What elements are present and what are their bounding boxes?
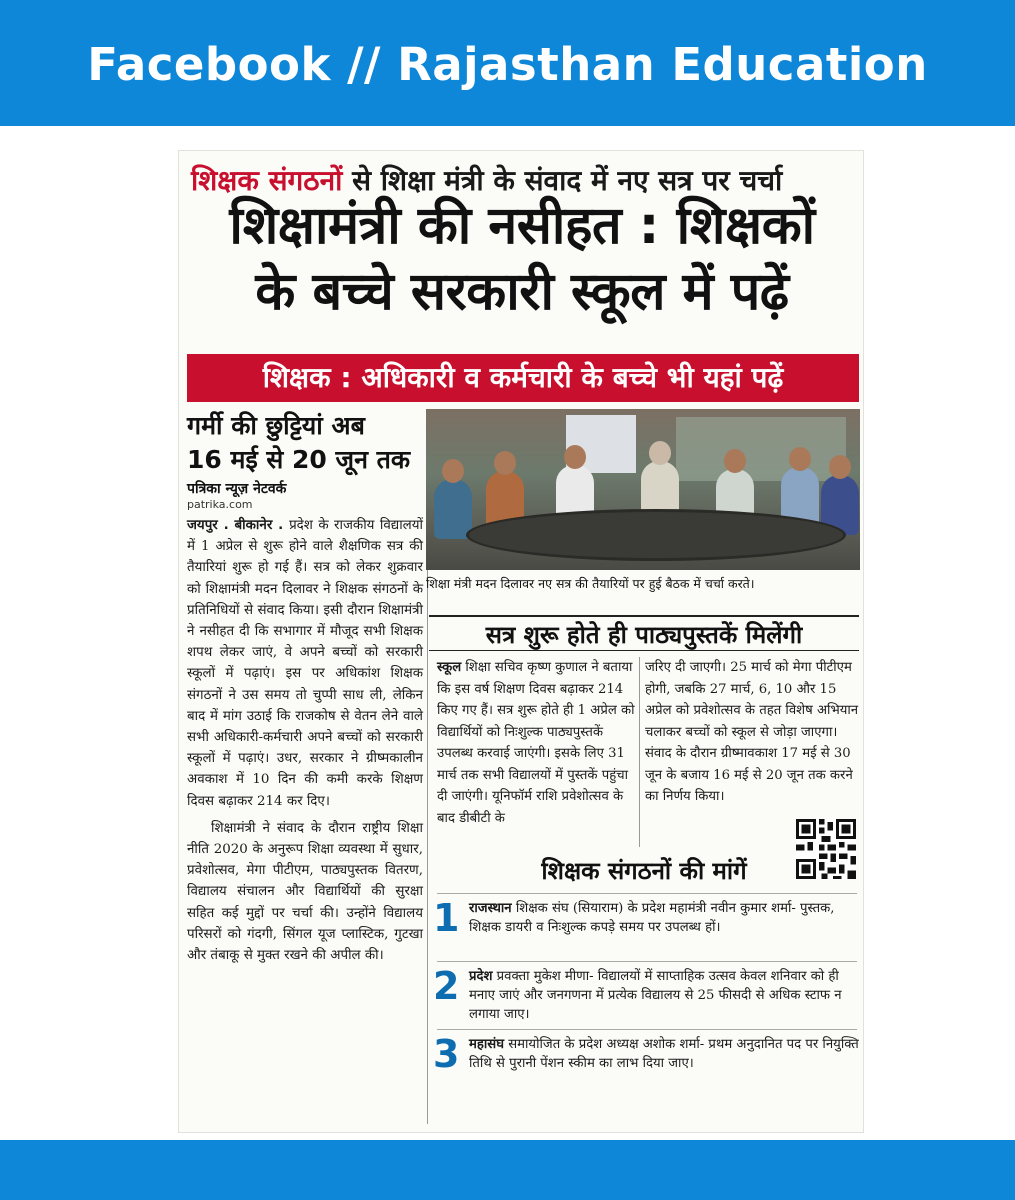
paragraph-1 — [187, 515, 423, 812]
paragraph-1-text: प्रदेश के राजकीय विद्यालयों में 1 अप्रेल से शुरू होने वाले शैक्षणिक सत्र की तैयारियां शुरू हो गई हैं। सत्र को लेकर शुक्रवार को शिक्षामंत्री मदन दिलावर ने शिक्षक संगठनों के प्रतिनिधियों से संवाद किया। इसी दौरान शिक्षामंत्री ने नसीहत दी कि सभागार में मौजूद सभी शिक्षक शपथ लेकर जाएं, वे अपने बच्चों को सरकारी स्कूलों में पढ़ाएं। इस पर अधिकांश शिक्षक संगठनों ने उस समय तो चुप्पी साध ली, लेकिन बाद में मांग उठाई कि राजकोष से वेतन लेने वाले सभी अधिकारी-कर्मचारी अपने बच्चों को सरकारी स्कूलों में पढ़ाएं। उधर, सरकार ने ग्रीष्मकालीन अवकाश में 10 दिन की कमी करके शिक्षण दिवस बढ़ाकर 214 कर दिए। — [187, 518, 423, 809]
headline-line-2: के बच्चे सरकारी स्कूल में पढ़ें — [255, 262, 789, 322]
red-subheadline-band: शिक्षक : अधिकारी व कर्मचारी के बच्चे भी यहां पढ़ें — [187, 354, 859, 402]
demand-item-3 — [433, 1032, 859, 1076]
sub-headline — [187, 409, 423, 477]
photo-head — [564, 445, 586, 469]
demand-number: 1 — [433, 896, 460, 940]
demand-body: शिक्षक संघ (सियाराम) के प्रदेश महामंत्री नवीन कुमार शर्मा- पुस्तक, शिक्षक डायरी व निःशुल्क कपड़े समय पर उपलब्ध हों। — [469, 901, 835, 935]
photo-head — [789, 447, 811, 471]
section-lead: स्कूल — [437, 660, 462, 675]
sub-headline-line-1: गर्मी की छुट्टियां अब — [187, 411, 365, 440]
photo-head — [829, 455, 851, 479]
section-col1-text: शिक्षा सचिव कृष्ण कुणाल ने बताया कि इस वर्ष शिक्षण दिवस बढ़ाकर 214 किए गए हैं। सत्र शुरू होते ही 1 अप्रेल को विद्यार्थियों को निःशुल्क पाठ्यपुस्तकें उपलब्ध करवाई जाएंगी। इसके लिए 31 मार्च तक सभी विद्यालयों में पुस्तकें पहुंचा दी जाएंगी। यूनिफॉर्म राशि प्रवेशोत्सव के बाद डीबीटी के — [437, 660, 635, 826]
demand-item-1 — [433, 896, 859, 940]
demand-text — [469, 967, 859, 1024]
demand-lead: महासंघ — [469, 1037, 505, 1052]
demand-divider — [437, 1029, 857, 1030]
demand-text — [469, 899, 859, 937]
photo-head — [724, 449, 746, 473]
demand-body: प्रवक्ता मुकेश मीणा- विद्यालयों में साप्ताहिक उत्सव केवल शनिवार को ही मनाए जाएं और जनगणना में प्रत्येक विद्यालय से 25 फीसदी से अधिक स्टाफ न लगाया जाए। — [469, 969, 842, 1022]
photo-head — [442, 459, 464, 483]
article-body — [187, 515, 423, 966]
demand-text — [469, 1035, 859, 1073]
top-banner — [0, 0, 1015, 126]
demand-lead: प्रदेश — [469, 969, 493, 984]
photo-head — [494, 451, 516, 475]
left-column — [187, 409, 423, 966]
byline: पत्रिका न्यूज़ नेटवर्क — [187, 481, 287, 497]
demand-lead: राजस्थान — [469, 901, 512, 916]
sub-headline-line-2: 16 मई से 20 जून तक — [187, 445, 411, 474]
kicker-highlight: शिक्षक संगठनों — [191, 164, 343, 197]
demand-item-2 — [433, 964, 859, 1024]
section-divider — [639, 657, 640, 847]
banner-title: Facebook // Rajasthan Education — [87, 38, 928, 91]
section-title: सत्र शुरू होते ही पाठ्यपुस्तकें मिलेंगी — [429, 615, 859, 651]
section-text-1 — [437, 657, 637, 829]
meeting-photo — [426, 409, 860, 570]
bottom-banner — [0, 1140, 1015, 1200]
demand-divider — [437, 893, 857, 894]
demands-title: शिक्षक संगठनों की मांगें — [541, 857, 747, 885]
photo-person — [434, 479, 472, 539]
demand-divider — [437, 961, 857, 962]
dateline: जयपुर . बीकानेर . — [187, 518, 290, 533]
photo-table — [466, 509, 846, 561]
photo-caption: शिक्षा मंत्री मदन दिलावर नए सत्र की तैयारियों पर हुई बैठक में चर्चा करते। — [426, 576, 755, 591]
photo-window — [676, 417, 846, 481]
section-text-2: जरिए दी जाएगी। 25 मार्च को मेगा पीटीएम होगी, जबकि 27 मार्च, 6, 10 और 15 अप्रेल को प्रवेशोत्सव के तहत विशेष अभियान चलाकर बच्चों को स्कूल से जोड़ा जाएगा। संवाद के दौरान ग्रीष्मावकाश 17 मई से 30 जून के बजाय 16 मई से 20 जून तक करने का निर्णय किया। — [645, 660, 859, 804]
demand-number: 2 — [433, 964, 460, 1008]
section-column-2 — [645, 657, 859, 808]
main-headline — [187, 193, 857, 325]
demand-body: समायोजित के प्रदेश अध्यक्ष अशोक शर्मा- प्रथम अनुदानित पद पर नियुक्ति तिथि से पुरानी पेंशन स्कीम का लाभ दिया जाए। — [469, 1037, 859, 1071]
demand-number: 3 — [433, 1032, 460, 1076]
newspaper-clipping — [178, 150, 864, 1133]
paragraph-2: शिक्षामंत्री ने संवाद के दौरान राष्ट्रीय शिक्षा नीति 2020 के अनुरूप शिक्षा व्यवस्था में सुधार, प्रवेशोत्सव, मेगा पीटीएम, पाठ्यपुस्तक वितरण, विद्यालय संचालन और विद्यार्थियों की सुरक्षा सहित कई मुद्दों पर चर्चा की। उन्होंने विद्यालय परिसरों को गंदगी, सिंगल यूज प्लास्टिक, गुटखा और तंबाकू से मुक्त रखने की अपील की। — [187, 820, 423, 964]
headline-line-1: शिक्षामंत्री की नसीहत : शिक्षकों — [229, 196, 815, 256]
photo-head — [649, 441, 671, 465]
kicker-rest: से शिक्षा मंत्री के संवाद में नए सत्र पर चर्चा — [342, 164, 783, 197]
site-credit: patrika.com — [187, 498, 253, 511]
section-column-1 — [437, 657, 637, 829]
